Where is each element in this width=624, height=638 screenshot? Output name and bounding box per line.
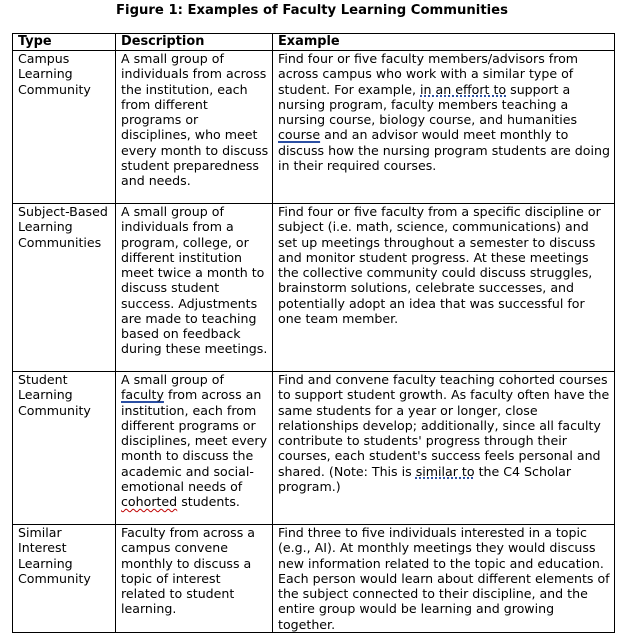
cell-type: Similar Interest Learning Community <box>13 525 116 633</box>
text-segment: and an advisor would meet monthly to discuss how the nursing program students are doing in their required courses. <box>278 127 610 173</box>
cell-description: Faculty from across a campus convene monthly to discuss a topic of interest related to student learning. <box>116 525 273 633</box>
grammar-flag: faculty <box>121 387 164 403</box>
table-row-similar-interest <box>13 525 615 633</box>
grammar-flag: in an effort to <box>420 81 507 97</box>
table-header-row <box>13 34 615 51</box>
column-header-example: Example <box>273 34 615 51</box>
cell-type: Campus Learning Community <box>13 51 116 204</box>
cell-type: Subject-Based Learning Communities <box>13 204 116 372</box>
cell-description: A small group of individuals from across the institution, each from different programs or disciplines, who meet every month to discuss student preparedness and needs. <box>116 51 273 204</box>
text-segment: from across an institution, each from different programs or disciplines, meet every month to discuss the academic and social-emotional needs of <box>121 387 268 494</box>
learning-communities-table <box>12 33 615 633</box>
table-row-subject <box>13 204 615 372</box>
text-segment: the C4 Scholar program.) <box>278 463 572 494</box>
spelling-flag: cohorted <box>121 494 178 509</box>
grammar-flag: course <box>278 127 321 143</box>
text-segment: support a nursing program, faculty members teaching a nursing course, biology course, and humanities <box>278 81 578 127</box>
text-segment: A small group of <box>121 372 224 387</box>
text-segment: Find and convene faculty teaching cohorted courses to support student growth. As faculty often have the same students for a year or longer, close relationships develop; additionally, since all faculty contribute to students' progress through their courses, each student's success feels personal and shared. (Note: This is <box>278 372 610 479</box>
cell-example: Find three to five individuals interested in a topic (e.g., AI). At monthly meetings they would discuss new information related to the topic and education. Each person would learn about different elements of the subject connected to their discipline, and the entire group would be learning and growing together. <box>273 525 615 633</box>
column-header-type: Type <box>13 34 116 51</box>
grammar-flag: similar to <box>415 463 475 479</box>
table-row-campus <box>13 51 615 204</box>
cell-type: Student Learning Community <box>13 372 116 525</box>
figure-title: Figure 1: Examples of Faculty Learning Communities <box>116 3 508 18</box>
column-header-description: Description <box>116 34 273 51</box>
cell-example <box>273 372 615 525</box>
cell-example: Find four or five faculty from a specific discipline or subject (i.e. math, science, communications) and set up meetings throughout a semester to discuss and monitor student progress. At these meetings the collective community could discuss struggles, brainstorm solutions, celebrate successes, and potentially adopt an idea that was successful for one team member. <box>273 204 615 372</box>
text-segment: students. <box>177 494 240 509</box>
cell-example <box>273 51 615 204</box>
text-segment: Find four or five faculty members/advisors from across campus who work with a similar type of student. For example, <box>278 51 579 97</box>
cell-description: A small group of individuals from a program, college, or different institution meet twice a month to discuss student success. Adjustments are made to teaching based on feedback during these meetings. <box>116 204 273 372</box>
cell-description <box>116 372 273 525</box>
table-row-student <box>13 372 615 525</box>
